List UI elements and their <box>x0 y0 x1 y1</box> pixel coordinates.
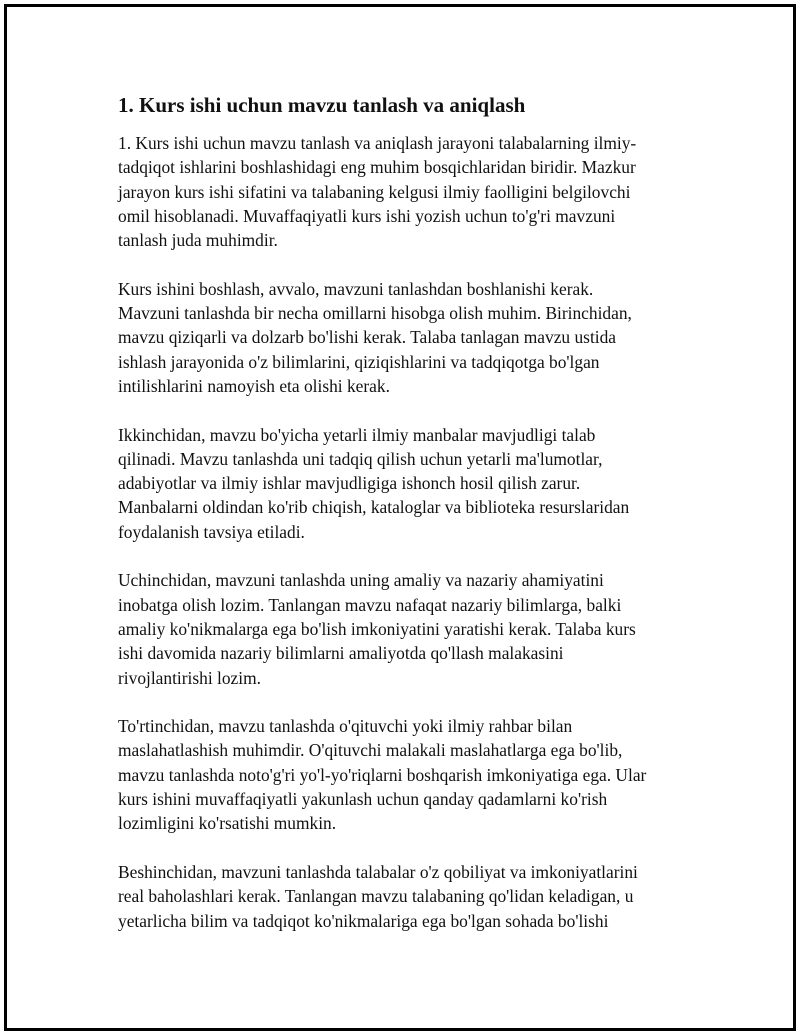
section-heading: 1. Kurs ishi uchun mavzu tanlash va aniqlash <box>118 93 526 117</box>
paragraph-5: To'rtinchidan, mavzu tanlashda o'qituvchi yoki ilmiy rahbar bilan maslahatlashish muhimdir. O'qituvchi malakali maslahatlarga ega bo'lib, mavzu tanlashda noto'g'ri yo'l-yo'riqlarni boshqarish imkoniyatiga ega. Ular kurs ishini muvaffaqiyatli yakunlash uchun qanday qadamlarni ko'rish lozimligini ko'rsatishi mumkin. <box>118 716 647 834</box>
paragraph-1: 1. Kurs ishi uchun mavzu tanlash va aniqlash jarayoni talabalarning ilmiy- tadqiqot ishlarini boshlashidagi eng muhim bosqichlaridan biridir. Mazkur jarayon kurs ishi sifatini va talabaning kelgusi ilmiy faolligini belgilovchi omil hisoblanadi. Muvaffaqiyatli kurs ishi yozish uchun to'g'ri mavzuni tanlash juda muhimdir. <box>118 133 637 251</box>
paragraph-3: Ikkinchidan, mavzu bo'yicha yetarli ilmiy manbalar mavjudligi talab qilinadi. Mavzu tanlashda uni tadqiq qilish uchun yetarli ma'lumotlar, adabiyotlar va ilmiy ishlar mavjudligiga ishonch hosil qilish zarur. Manbalarni oldindan ko'rib chiqish, kataloglar va biblioteka resurslaridan foydalanish tavsiya etiladi. <box>118 424 630 542</box>
document-body <box>118 90 688 957</box>
paragraph-6: Beshinchidan, mavzuni tanlashda talabalar o'z qobiliyat va imkoniyatlarini real baholashlari kerak. Tanlangan mavzu talabaning qo'lidan keladigan, u yetarlicha bilim va tadqiqot ko'nikmalariga ega bo'lgan sohada bo'lishi <box>118 861 638 931</box>
paragraph-2: Kurs ishini boshlash, avvalo, mavzuni tanlashdan boshlanishi kerak. Mavzuni tanlashda bir necha omillarni hisobga olish muhim. Birinchidan, mavzu qiziqarli va dolzarb bo'lishi kerak. Talaba tanlagan mavzu ustida ishlash jarayonida o'z bilimlarini, qiziqishlarini va tadqiqotga bo'lgan intilishlarini namoyish eta olishi kerak. <box>118 278 632 396</box>
paragraph-4: Uchinchidan, mavzuni tanlashda uning amaliy va nazariy ahamiyatini inobatga olish lozim. Tanlangan mavzu nafaqat nazariy bilimlarga, balki amaliy ko'nikmalarga ega bo'lish imkoniyatini yaratishi kerak. Talaba kurs ishi davomida nazariy bilimlarni amaliyotda qo'llash malakasini rivojlantirishi lozim. <box>118 570 636 688</box>
